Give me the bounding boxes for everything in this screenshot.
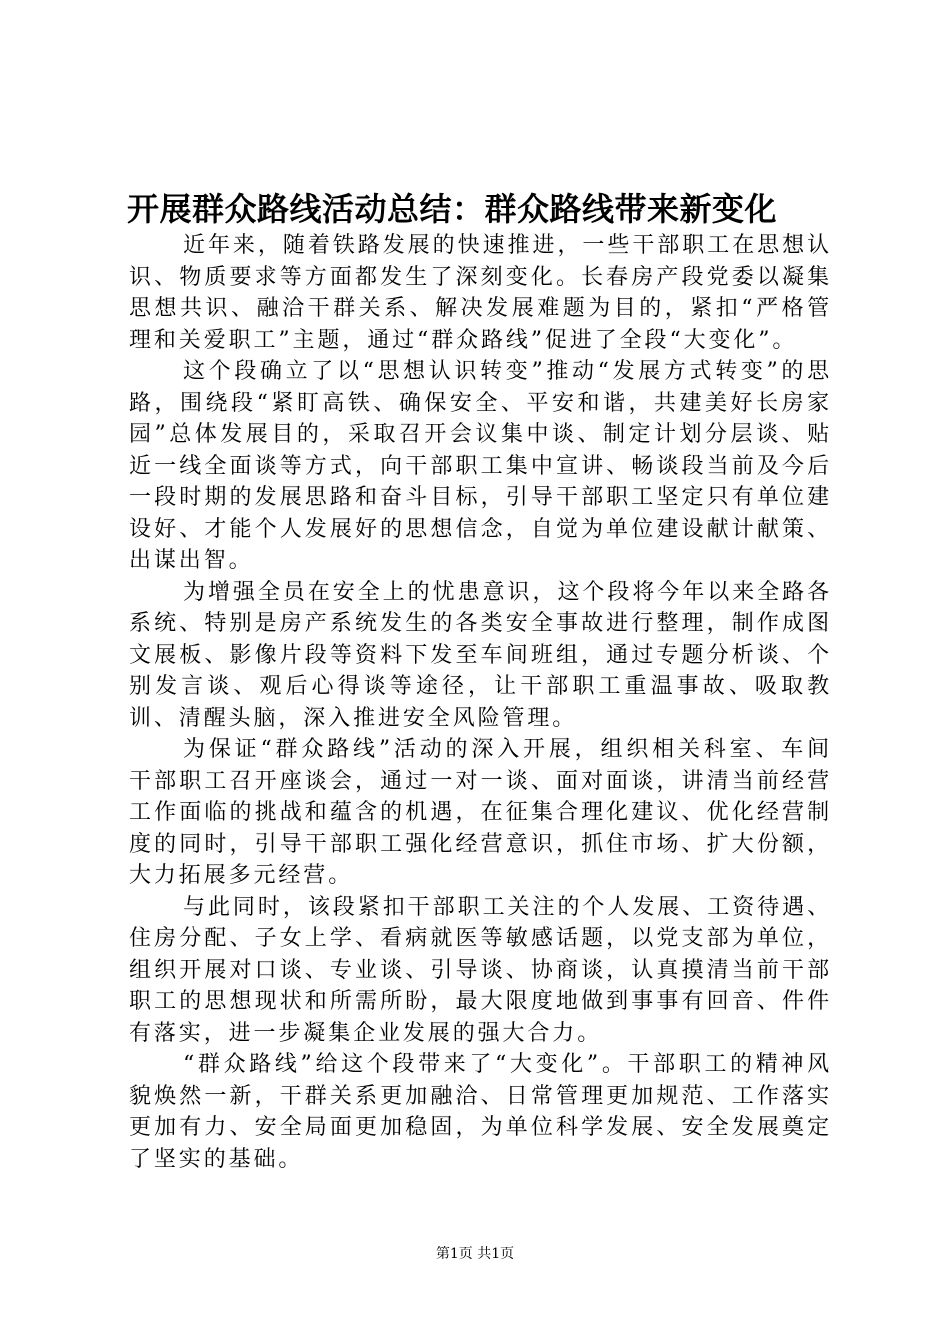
document-title: 开展群众路线活动总结：群众路线带来新变化: [127, 190, 778, 228]
body-paragraph-2: 这个段确立了以“思想认识转变”推动“发展方式转变”的思路，围绕段“紧盯高铁、确保安全、平安和谐，共建美好长房家园”总体发展目的，采取召开会议集中谈、制定计划分层谈、贴近一线全面谈等方式，向干部职工集中宣讲、畅谈段当前及今后一段时期的发展思路和奋斗目标，引导干部职工坚定只有单位建设好、才能个人发展好的思想信念，自觉为单位建设献计献策、出谋出智。: [129, 359, 832, 573]
body-paragraph-6: “群众路线”给这个段带来了“大变化”。干部职工的精神风貌焕然一新，干群关系更加融洽、日常管理更加规范、工作落实更加有力、安全局面更加稳固，为单位科学发展、安全发展奠定了坚实的基础。: [129, 1052, 832, 1172]
document-body: [129, 230, 832, 1175]
page-number-footer: 第1页 共1页: [435, 1246, 515, 1262]
body-paragraph-1: 近年来，随着铁路发展的快速推进，一些干部职工在思想认识、物质要求等方面都发生了深刻变化。长春房产段党委以凝集思想共识、融洽干群关系、解决发展难题为目的，紧扣“严格管理和关爱职工”主题，通过“群众路线”促进了全段“大变化”。: [129, 233, 832, 353]
body-paragraph-4: 为保证“群众路线”活动的深入开展，组织相关科室、车间干部职工召开座谈会，通过一对一谈、面对面谈，讲清当前经营工作面临的挑战和蕴含的机遇，在征集合理化建议、优化经营制度的同时，引导干部职工强化经营意识，抓住市场、扩大份额，大力拓展多元经营。: [129, 737, 832, 888]
body-paragraph-5: 与此同时，该段紧扣干部职工关注的个人发展、工资待遇、住房分配、子女上学、看病就医等敏感话题，以党支部为单位，组织开展对口谈、专业谈、引导谈、协商谈，认真摸清当前干部职工的思想现状和所需所盼，最大限度地做到事事有回音、件件有落实，进一步凝集企业发展的强大合力。: [129, 894, 832, 1046]
body-paragraph-3: 为增强全员在安全上的忧患意识，这个段将今年以来全路各系统、特别是房产系统发生的各类安全事故进行整理，制作成图文展板、影像片段等资料下发至车间班组，通过专题分析谈、个别发言谈、观后心得谈等途径，让干部职工重温事故、吸取教训、清醒头脑，深入推进安全风险管理。: [129, 579, 832, 731]
